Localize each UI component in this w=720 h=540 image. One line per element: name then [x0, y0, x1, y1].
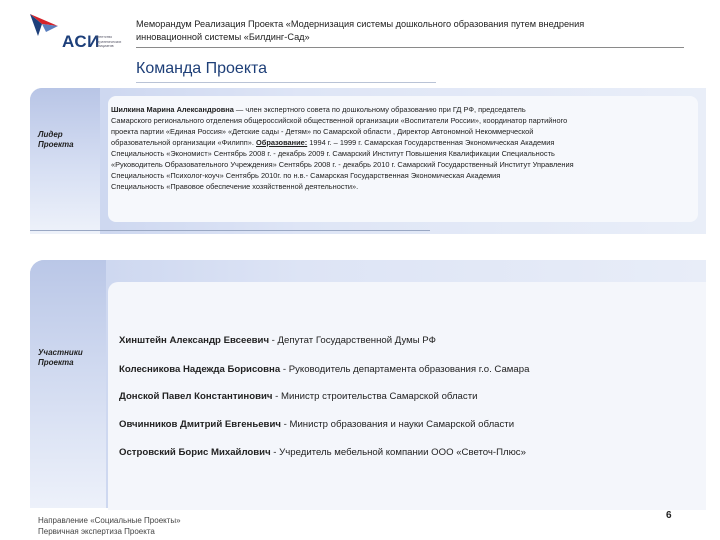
logo-text: АСИ: [62, 32, 100, 51]
member-role: - Депутат Государственной Думы РФ: [269, 335, 436, 346]
member-name: Островский Борис Михайлович: [119, 447, 271, 458]
participants-label-line2: Проекта: [38, 358, 74, 367]
memorandum-title-line2: инновационной системы «Билдинг-Сад»: [136, 32, 310, 42]
member-name: Хинштейн Александр Евсеевич: [119, 335, 270, 346]
leader-text-part1: — член экспертного совета по дошкольному образованию при ГД РФ, председатель Самарского регионального отделения общероссийской общественной организации «Воспитатели России», координатор партийного проекта партии «Единая Россия» «Детские сады - Детям» по Самарской области , Директор Автономной Некоммерческой образовательной организации «Филипп».: [111, 105, 568, 147]
member-item: [119, 335, 436, 346]
leader-label-line1: Лидер: [38, 130, 63, 139]
member-role: - Учредитель мебельной компании ООО «Светоч-Плюс»: [270, 447, 526, 458]
member-item: [119, 419, 514, 430]
member-name: Донской Павел Константинович: [119, 391, 273, 402]
header-divider: [136, 47, 684, 48]
leader-text-part2: 1994 г. – 1999 г. Самарская Государственная Экономическая Академия Специальность «Экономист» Сентябрь 2008 г. - декабрь 2009 г. Самарский Институт Повышения Квалификации Специальность «Руководитель Образовательного Учреждения» Сентябрь 2008 г. - декабрь 2010 г. Самарский Государственный Институт Управления Специальность «Психолог-коуч» Сентябрь 2010г. по н.в.- Самарская Государственная Экономическая Академия Специальность «Правовое обеспечение хозяйственной деятельности».: [111, 138, 574, 191]
footer-line1: Направление «Социальные Проекты»: [38, 516, 181, 525]
member-role: - Руководитель департамента образования г.о. Самара: [280, 364, 530, 375]
member-role: - Министр образования и науки Самарской области: [280, 419, 515, 430]
leader-description: [111, 104, 689, 192]
leader-label-line2: Проекта: [38, 140, 74, 149]
member-item: [119, 364, 529, 375]
asi-logo: [28, 10, 128, 56]
section-title: Команда Проекта: [136, 60, 268, 77]
title-divider: [136, 82, 436, 83]
leader-label: [38, 130, 74, 150]
education-label: Образование:: [256, 138, 308, 147]
participants-label: [38, 348, 83, 368]
footer-line2: Первичная экспертиза Проекта: [38, 527, 155, 536]
memorandum-title: [136, 18, 696, 44]
memorandum-title-line1: Меморандум Реализация Проекта «Модернизация системы дошкольного образования путем внедрения: [136, 19, 585, 29]
logo-subtitle: агентство стратегических инициатив: [96, 35, 122, 48]
leader-panel-sidebar: [30, 88, 100, 234]
leader-panel-divider: [30, 230, 430, 231]
participants-label-line1: Участники: [38, 348, 83, 357]
member-role: - Министр строительства Самарской области: [272, 391, 478, 402]
participants-panel-sidebar: [30, 260, 106, 508]
member-name: Овчинников Дмитрий Евгеньевич: [119, 419, 281, 430]
member-name: Колесникова Надежда Борисовна: [119, 364, 281, 375]
page-number: 6: [666, 510, 672, 521]
member-item: [119, 447, 526, 458]
footer: [38, 515, 181, 537]
member-item: [119, 391, 477, 402]
leader-name: Шилкина Марина Александровна: [111, 105, 234, 114]
